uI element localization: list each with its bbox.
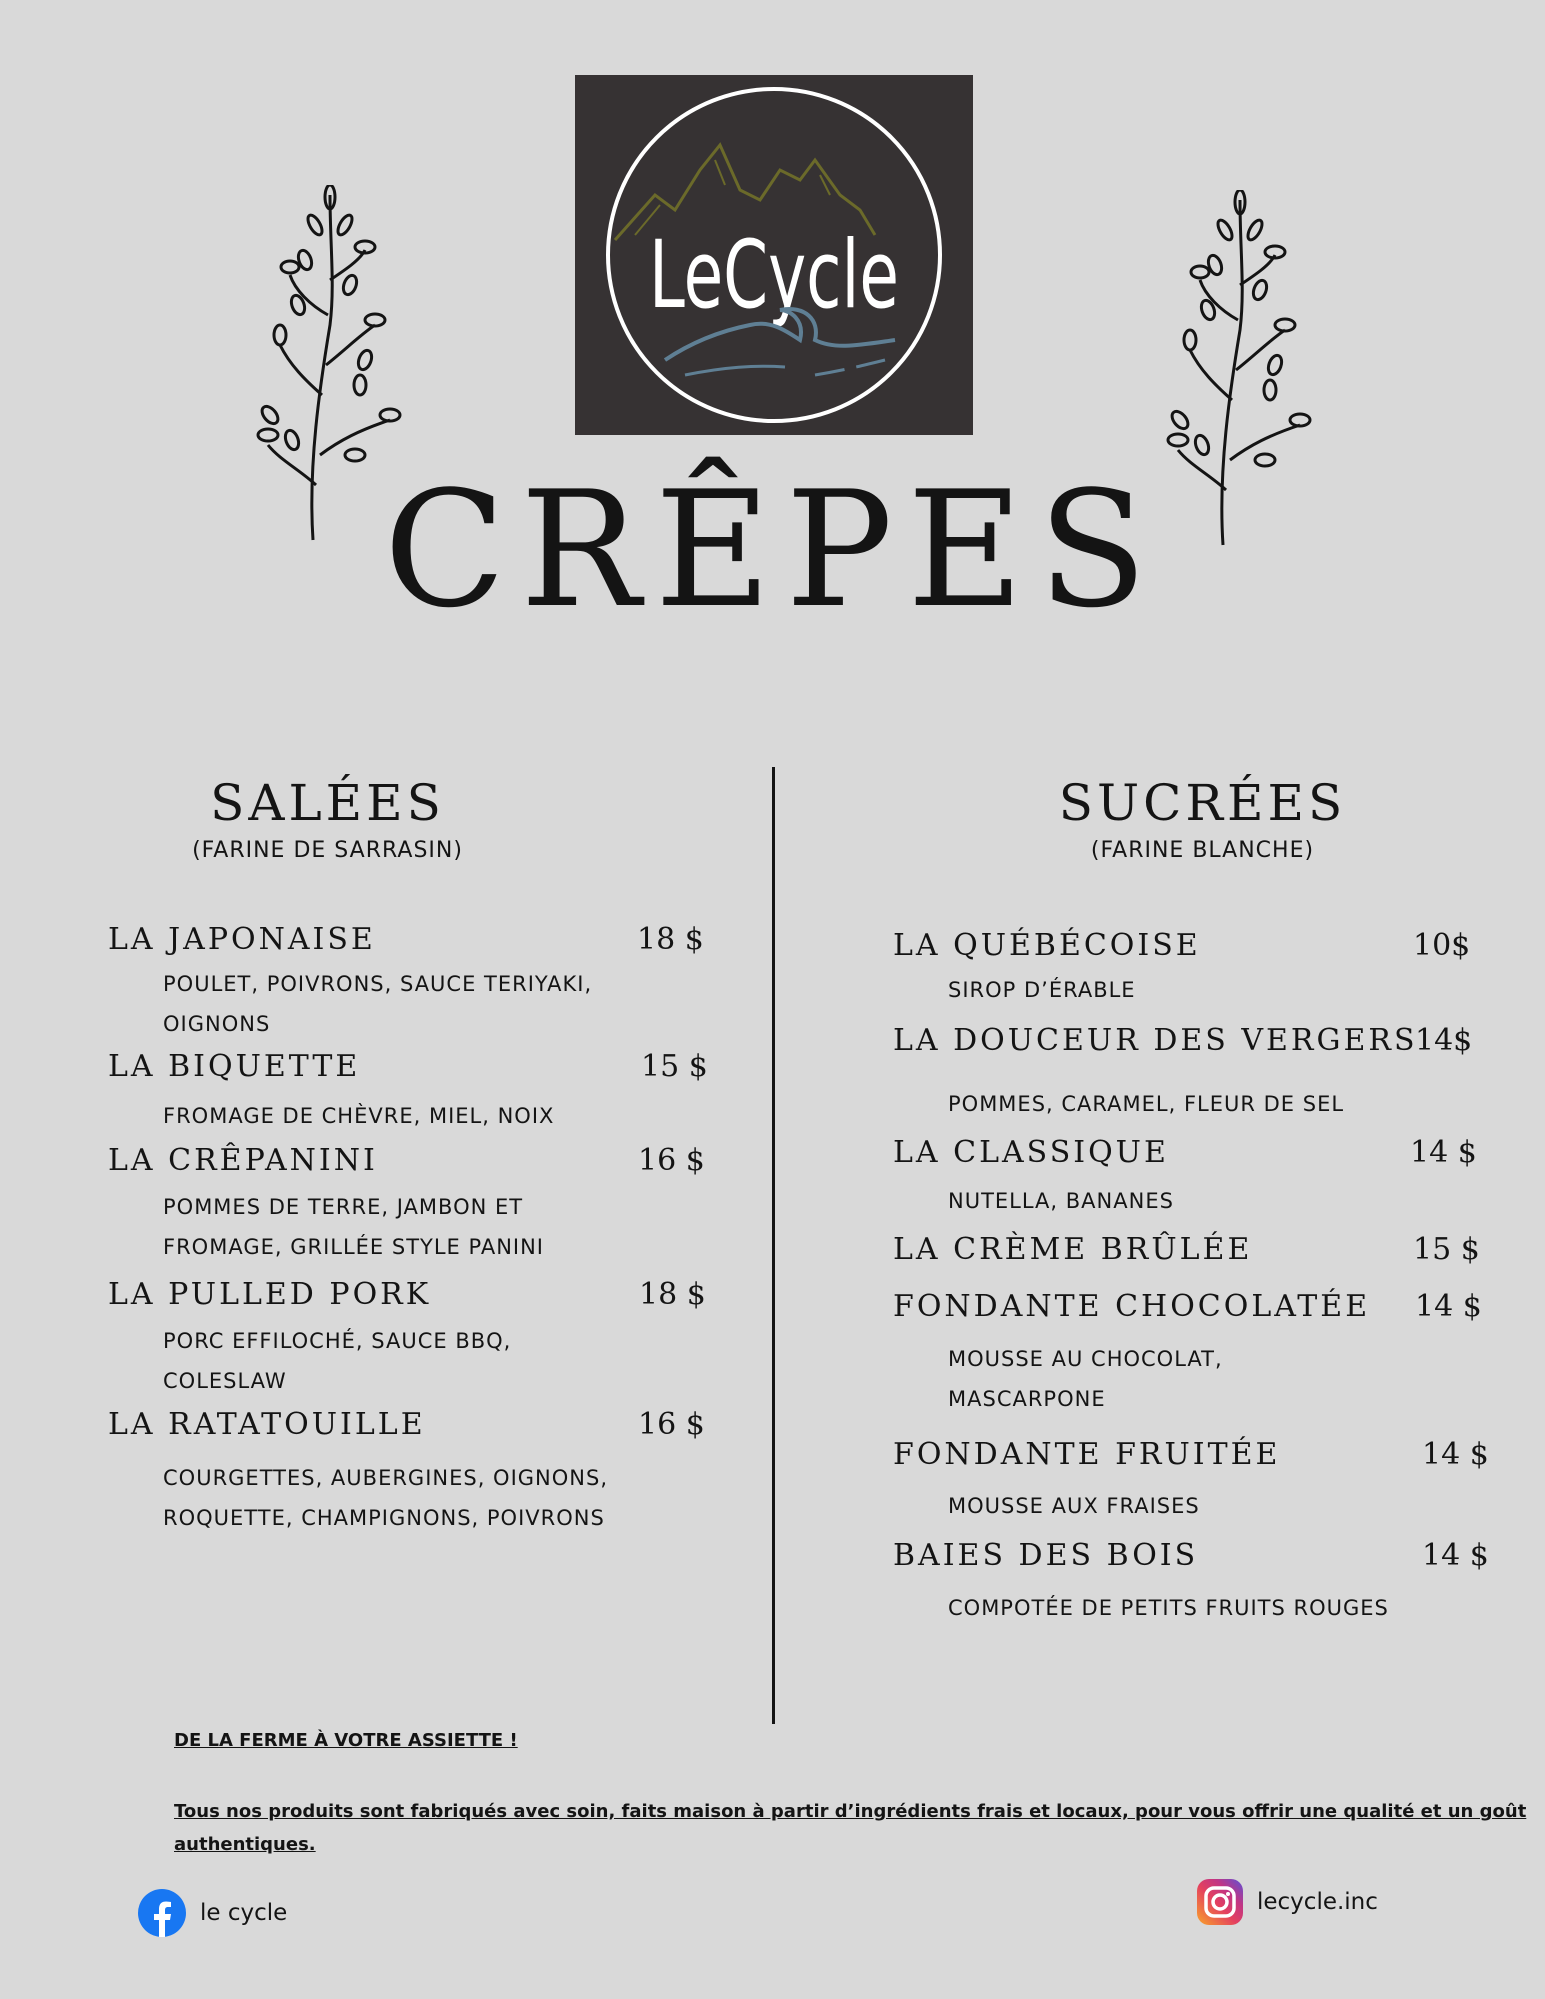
menu-item-name: LA RATATOUILLE [108, 1407, 426, 1442]
menu-item-name: LA QUÉBÉCOISE [893, 928, 1201, 963]
menu-item-price: 14 $ [1422, 1437, 1489, 1472]
menu-item-price: 14$ [1415, 1023, 1473, 1058]
menu-item-name: LA CLASSIQUE [893, 1135, 1169, 1170]
menu-item-price: 14 $ [1422, 1538, 1489, 1573]
menu-item-desc: POULET, POIVRONS, SAUCE TERIYAKI, [163, 972, 593, 996]
menu-item-price: 14 $ [1415, 1289, 1482, 1324]
facebook-link[interactable] [138, 1889, 287, 1937]
menu-item-desc: ROQUETTE, CHAMPIGNONS, POIVRONS [163, 1506, 605, 1530]
menu-item-desc: COMPOTÉE DE PETITS FRUITS ROUGES [948, 1596, 1389, 1620]
menu-item-desc: MOUSSE AU CHOCOLAT, [948, 1347, 1223, 1371]
instagram-icon [1197, 1879, 1243, 1925]
section-subheading-salees: (FARINE DE SARRASIN) [192, 838, 463, 863]
instagram-label: lecycle.inc [1257, 1889, 1378, 1915]
menu-item-desc: FROMAGE DE CHÈVRE, MIEL, NOIX [163, 1104, 555, 1128]
facebook-label: le cycle [200, 1900, 288, 1926]
menu-item-price: 18 $ [637, 922, 704, 957]
menu-item-name: LA CRÊPANINI [108, 1143, 378, 1178]
section-subheading-sucrees: (FARINE BLANCHE) [1090, 838, 1315, 863]
menu-item-desc: COLESLAW [163, 1369, 287, 1393]
menu-item-desc: NUTELLA, BANANES [948, 1189, 1174, 1213]
menu-item-name: LA DOUCEUR DES VERGERS [893, 1023, 1418, 1058]
menu-item-name: LA PULLED PORK [108, 1277, 432, 1312]
menu-item-price: 16 $ [638, 1143, 705, 1178]
menu-item-desc: POMMES, CARAMEL, FLEUR DE SEL [948, 1092, 1345, 1116]
menu-item-name: LA CRÈME BRÛLÉE [893, 1232, 1253, 1267]
menu-item-desc: MASCARPONE [948, 1387, 1106, 1411]
menu-item-name: BAIES DES BOIS [893, 1538, 1199, 1573]
menu-item-price: 16 $ [638, 1407, 705, 1442]
facebook-icon [138, 1889, 186, 1937]
menu-item-price: 14 $ [1410, 1135, 1477, 1170]
menu-item-name: FONDANTE FRUITÉE [893, 1437, 1281, 1472]
menu-item-price: 15 $ [641, 1049, 708, 1084]
menu-item-desc: PORC EFFILOCHÉ, SAUCE BBQ, [163, 1329, 512, 1353]
logo [575, 75, 973, 435]
footer-headline: DE LA FERME À VOTRE ASSIETTE ! [174, 1730, 518, 1751]
section-heading-salees: SALÉES [210, 774, 445, 832]
logo-text: LeCycle [649, 221, 899, 330]
instagram-link[interactable] [1197, 1879, 1378, 1925]
menu-item-desc: POMMES DE TERRE, JAMBON ET [163, 1195, 524, 1219]
menu-item-price: 10$ [1413, 928, 1471, 963]
menu-item-price: 15 $ [1413, 1232, 1480, 1267]
column-divider [772, 767, 775, 1724]
menu-item-desc: COURGETTES, AUBERGINES, OIGNONS, [163, 1466, 609, 1490]
page-title: CRÊPES [383, 456, 1162, 643]
menu-item-desc: OIGNONS [163, 1012, 271, 1036]
menu-item-name: LA BIQUETTE [108, 1049, 361, 1084]
menu-item-desc: SIROP D’ÉRABLE [948, 978, 1136, 1002]
menu-item-name: LA JAPONAISE [108, 922, 376, 957]
menu-item-desc: MOUSSE AUX FRAISES [948, 1494, 1200, 1518]
menu-item-name: FONDANTE CHOCOLATÉE [893, 1289, 1371, 1324]
section-heading-sucrees: SUCRÉES [1058, 774, 1347, 832]
menu-item-desc: FROMAGE, GRILLÉE STYLE PANINI [163, 1235, 544, 1259]
menu-item-price: 18 $ [639, 1277, 706, 1312]
footer-text: Tous nos produits sont fabriqués avec soin, faits maison à partir d’ingrédients frais et locaux, pour vous offrir une qualité et un goût authentiques. [174, 1801, 1527, 1855]
